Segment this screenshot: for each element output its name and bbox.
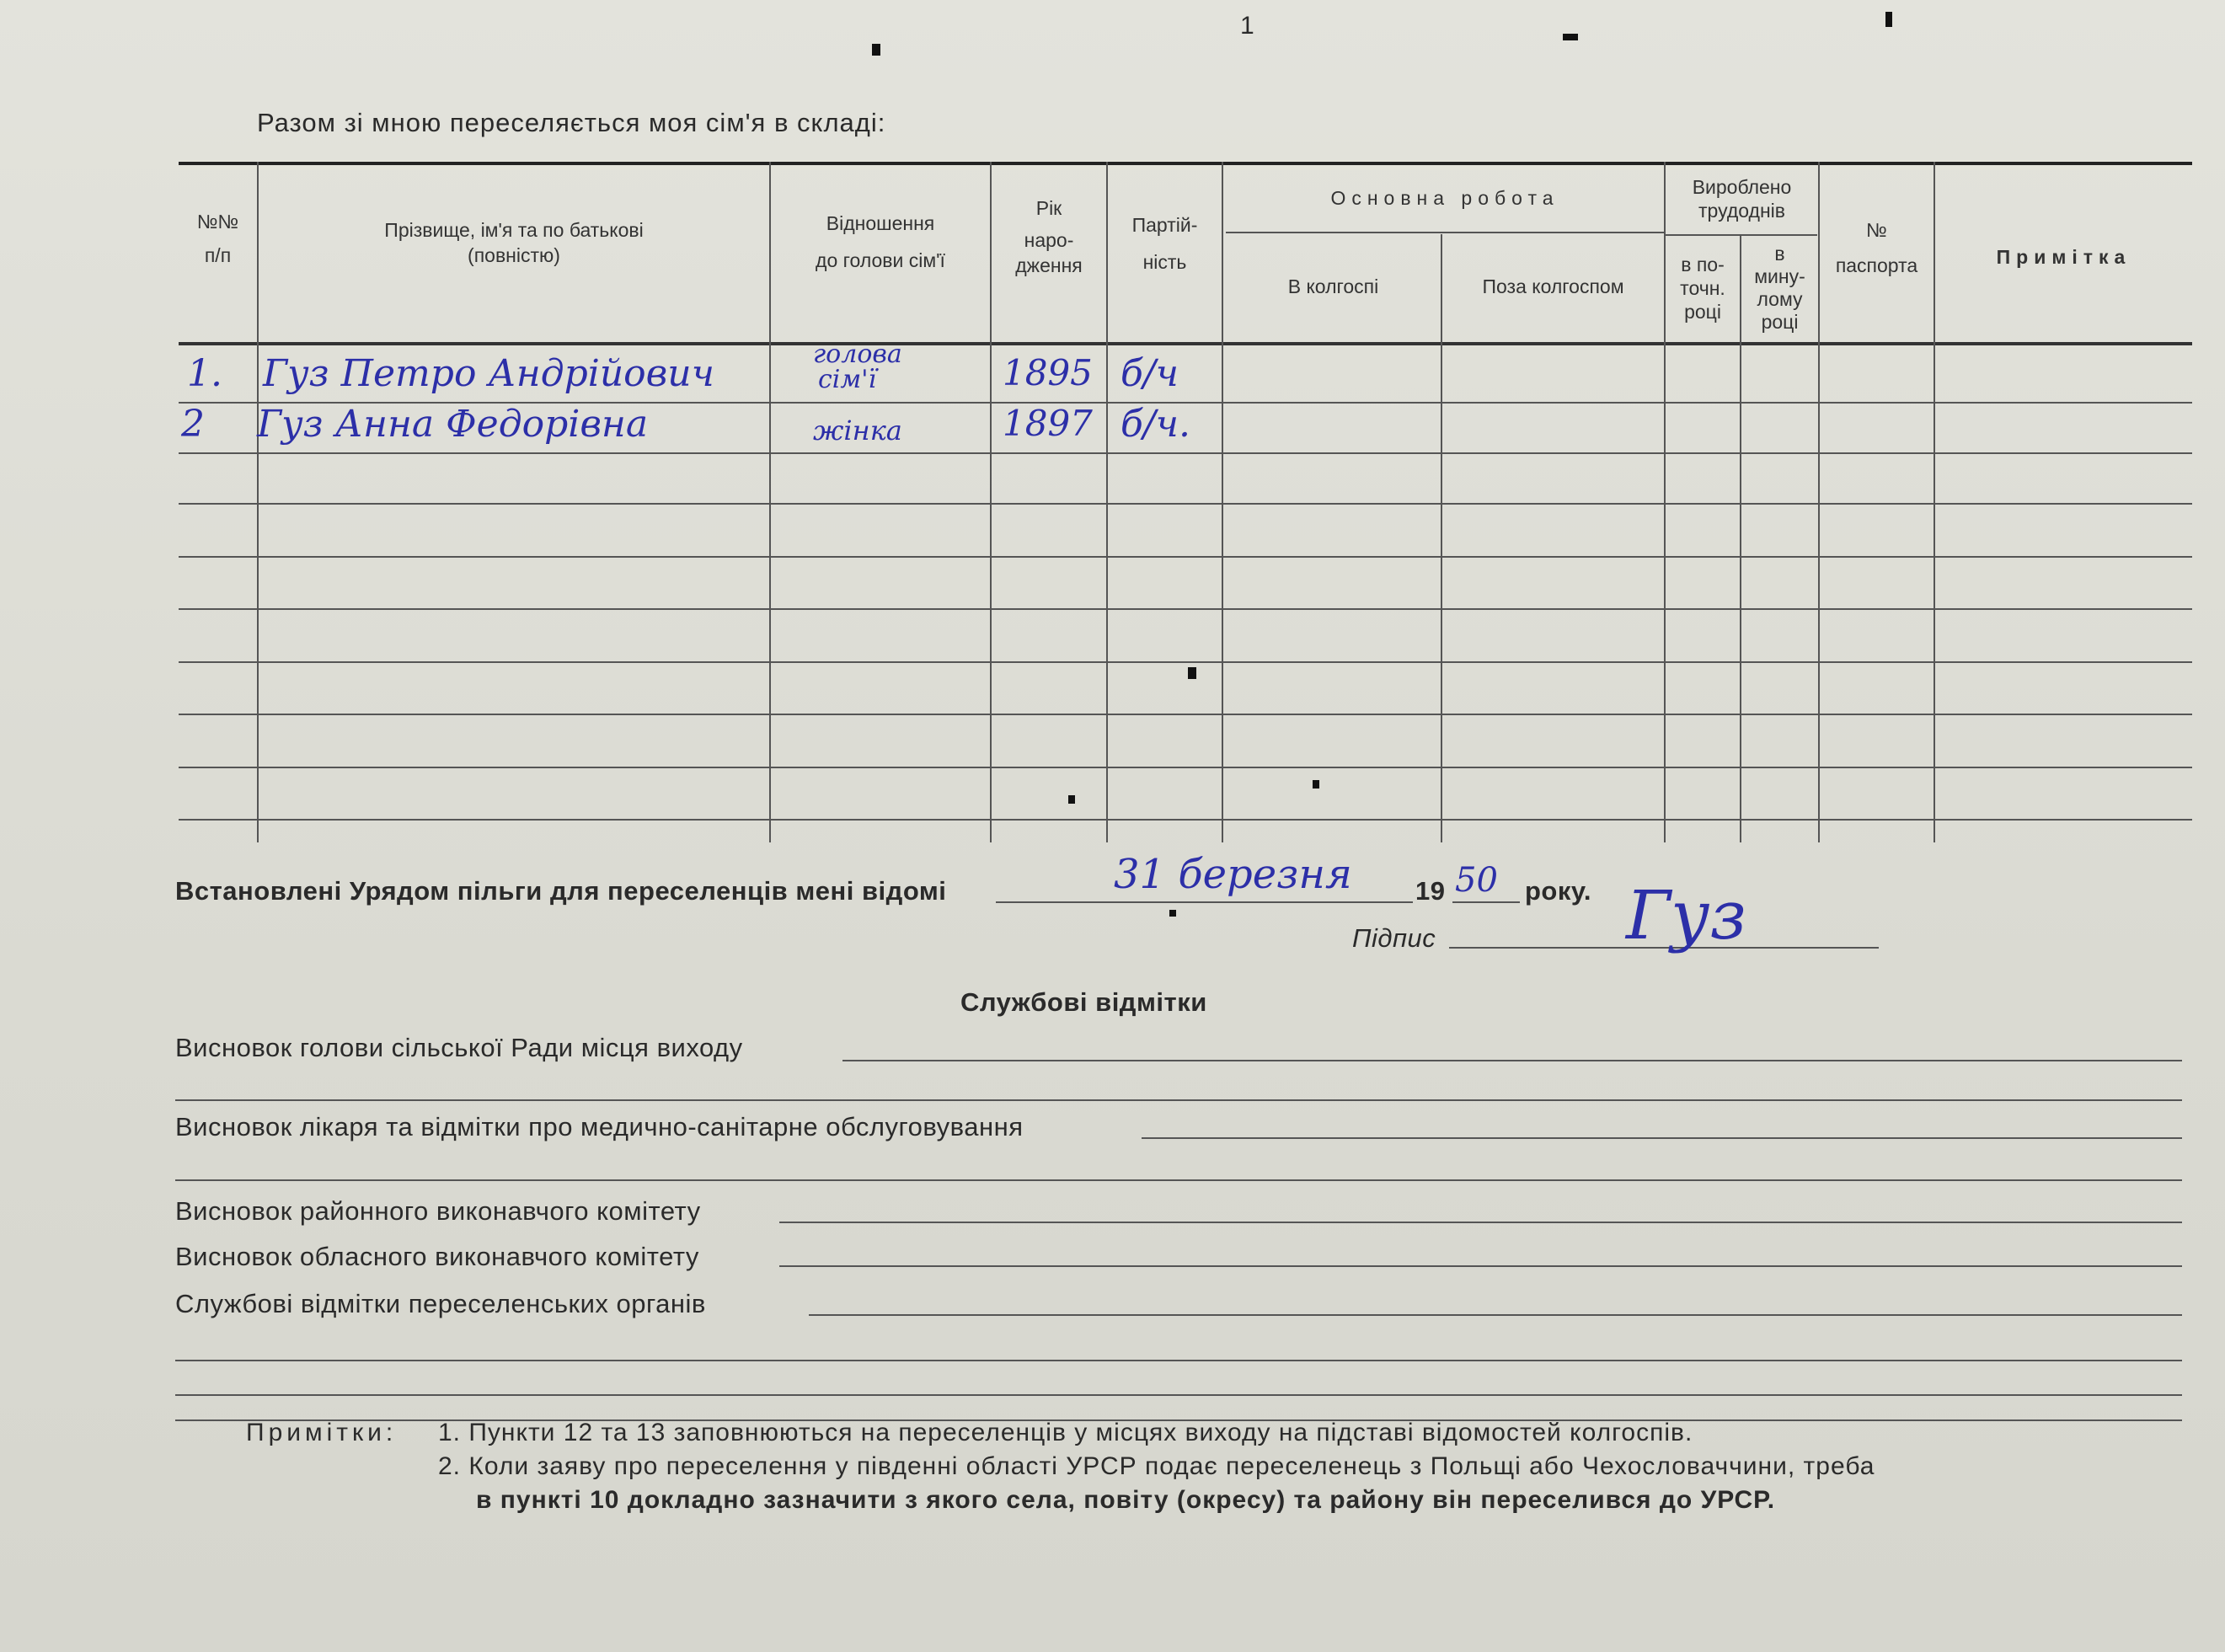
fill-line (175, 1360, 2182, 1361)
official-line-village-council: Висновок голови сільської Ради місця виходу (175, 1033, 743, 1062)
official-line-resettlement: Службові відмітки переселенських органів (175, 1289, 706, 1318)
header-main-work: Основна робота (1330, 187, 1559, 209)
header-workdays: Вироблено трудоднів (1692, 176, 1792, 222)
note-2: 2. Коли заяву про переселення у південні області УРСР подає переселенець з Польщі або Чехословаччини, треба (438, 1452, 1875, 1480)
header-year: Рік наро- дження (1015, 197, 1083, 276)
fill-line (842, 1060, 2182, 1061)
header-passport: № паспорта (1835, 219, 1918, 276)
row-relation: жінка (813, 414, 902, 446)
row-line (179, 767, 2192, 768)
row-year: 1895 (1003, 352, 1093, 393)
row-line (179, 661, 2192, 663)
fill-line (809, 1314, 2182, 1316)
scan-speck (1563, 34, 1578, 40)
scan-speck (1068, 795, 1075, 804)
signature-label: Підпис (1352, 923, 1436, 953)
fill-line (1142, 1137, 2182, 1139)
header-num: №№ п/п (196, 211, 239, 266)
date-line (996, 901, 1413, 903)
official-line-district: Висновок районного виконавчого комітету (175, 1196, 701, 1226)
header-name: Прізвище, ім'я та по батькові (повністю) (384, 219, 644, 266)
scan-speck (1885, 12, 1892, 27)
fill-line (175, 1179, 2182, 1181)
row-line (179, 819, 2192, 821)
row-line (179, 608, 2192, 610)
main-work-rule (1226, 232, 1664, 233)
notes-label: Примітки: (246, 1419, 398, 1446)
row-num: 1. (187, 352, 222, 395)
row-party: б/ч. (1121, 403, 1191, 446)
table-top-rule (179, 162, 2192, 165)
header-last-year: в мину- лому році (1754, 243, 1805, 333)
scan-speck (872, 44, 880, 56)
header-current-year: в по- точн. році (1680, 254, 1725, 323)
row-line (179, 503, 2192, 505)
row-relation: голова сім'ї (813, 339, 902, 394)
year-line (1452, 901, 1520, 903)
row-name: Гуз Анна Федорівна (257, 403, 649, 446)
benefits-label: Встановлені Урядом пільги для переселенців мені відомі (175, 876, 947, 906)
year-prefix: 19 (1415, 876, 1446, 906)
row-year: 1897 (1003, 403, 1093, 444)
col-line (1441, 234, 1442, 842)
page-number: 1 (1240, 12, 1254, 40)
year-suffix: року. (1525, 876, 1592, 906)
table-header-rule (179, 342, 2192, 345)
col-line (1222, 162, 1223, 842)
scan-speck (1188, 667, 1196, 679)
date-handwritten: 31 березня (1114, 851, 1352, 898)
fill-line (779, 1265, 2182, 1267)
official-line-region: Висновок обласного виконавчого комітету (175, 1242, 699, 1271)
official-title: Службові відмітки (960, 987, 1207, 1017)
scan-speck (1313, 780, 1319, 789)
header-relation: Відношення до голови сім'ї (816, 212, 945, 271)
fill-line (175, 1099, 2182, 1101)
note-2-continued: в пункті 10 докладно зазначити з якого села, повіту (окресу) та району він переселився до УРСР. (476, 1486, 1776, 1514)
year-handwritten: 50 (1455, 861, 1498, 900)
row-party: б/ч (1121, 352, 1179, 395)
row-num: 2 (181, 403, 205, 446)
signature: Гуз (1626, 876, 1747, 954)
row-line (179, 714, 2192, 715)
scan-speck (1169, 910, 1176, 917)
fill-line (175, 1394, 2182, 1396)
row-line (179, 452, 2192, 454)
header-party: Партій- ність (1131, 214, 1198, 273)
note-1: 1. Пункти 12 та 13 заповнюються на переселенців у місцях виходу на підставі відомостей колгоспів. (438, 1419, 1693, 1446)
header-in-kolkhoz: В колгоспі (1287, 275, 1379, 297)
row-line (179, 556, 2192, 558)
official-line-doctor: Висновок лікаря та відмітки про медично-санітарне обслуговування (175, 1112, 1024, 1141)
fill-line (779, 1222, 2182, 1223)
intro-text: Разом зі мною переселяється моя сім'я в складі: (257, 108, 886, 137)
header-outside-kolkhoz: Поза колгоспом (1482, 275, 1624, 297)
header-remark: Примітка (1996, 246, 2131, 268)
row-name: Гуз Петро Андрійович (263, 352, 714, 395)
